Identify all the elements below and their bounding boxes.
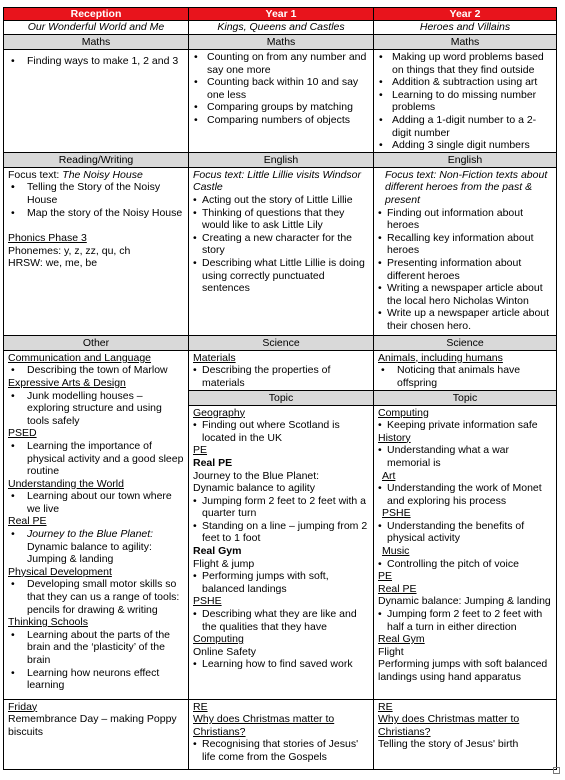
ead-heading: Expressive Arts & Design bbox=[8, 376, 126, 389]
topic-year2 bbox=[374, 405, 557, 699]
ead-item: • Junk modelling houses – exploring structure and using tools safely bbox=[8, 390, 184, 428]
header-year2: Year 2 bbox=[374, 8, 557, 21]
comp-item-year2: • Keeping private information safe bbox=[378, 419, 552, 432]
theme-row bbox=[4, 21, 557, 35]
gym-heading-year2: Real Gym bbox=[378, 633, 425, 646]
english-reception bbox=[4, 167, 189, 335]
gym-line-year2: Flight bbox=[378, 645, 404, 658]
final-year1 bbox=[189, 699, 374, 769]
pd-item: • Developing small motor skills so that they can us a range of tools: pencils for drawing & writing bbox=[8, 578, 184, 616]
final-row bbox=[4, 699, 557, 769]
pd-heading: Physical Development bbox=[8, 565, 112, 578]
english-label-year2: English bbox=[374, 152, 557, 167]
topic-label-year2: Topic bbox=[374, 390, 557, 405]
realpe-item-year1: • Standing on a line – jumping from 2 feet to 1 foot bbox=[193, 520, 369, 545]
gym-heading-year1: Real Gym bbox=[193, 545, 242, 558]
maths-year1-item: • Comparing groups by matching bbox=[193, 101, 369, 114]
maths-year2-item: • Adding 3 single digit numbers bbox=[378, 139, 552, 152]
maths-year1-item: • Counting back within 10 and say one less bbox=[193, 76, 369, 101]
maths-content-row bbox=[4, 50, 557, 153]
science-year2-heading: Animals, including humans bbox=[378, 351, 503, 364]
pshe-item-year2: • Understanding the benefits of physical activity bbox=[378, 520, 552, 545]
english-year1-item: • Acting out the story of Little Lillie bbox=[193, 194, 369, 207]
comm-heading: Communication and Language bbox=[8, 351, 152, 364]
realpe-item: • Journey to the Blue Planet: bbox=[8, 528, 184, 541]
theme-year2: Heroes and Villains bbox=[374, 21, 557, 35]
realpe-line-year1: Dynamic balance to agility bbox=[193, 482, 315, 495]
header-row bbox=[4, 8, 557, 21]
music-heading: Music bbox=[382, 545, 410, 558]
ts-item: • Learning about the parts of the brain and the ‘plasticity’ of the brain bbox=[8, 629, 184, 667]
final-reception bbox=[4, 699, 189, 769]
maths-label-reception: Maths bbox=[4, 35, 189, 50]
pshe-heading-year1: PSHE bbox=[193, 595, 222, 608]
realpe-item-year2: • Jumping form 2 feet to 2 feet with half a turn in either direction bbox=[378, 608, 552, 633]
psed-heading: PSED bbox=[8, 427, 37, 440]
english-year1-item: • Describing what Little Lillie is doing using correctly punctuated sentences bbox=[193, 257, 369, 295]
friday-heading: Friday bbox=[8, 700, 38, 713]
english-year2-item: • Presenting information about different heroes bbox=[378, 257, 552, 282]
pshe-item-year1: • Describing what they are like and the qualities that they have bbox=[193, 608, 369, 633]
re-question-year2: Why does Christmas matter to Christians? bbox=[378, 713, 520, 738]
re-item-year1: • Recognising that stories of Jesus' life come from the Gospels bbox=[193, 738, 369, 763]
utw-item: • Learning about our town where we live bbox=[8, 490, 184, 515]
curriculum-table bbox=[3, 7, 557, 770]
english-label-reception: Reading/Writing bbox=[4, 152, 189, 167]
science-content-row bbox=[4, 350, 557, 390]
realpe-line-year2: Dynamic balance: Jumping & landing bbox=[378, 595, 551, 608]
realpe-cont: Dynamic balance to agility: bbox=[27, 540, 152, 553]
english-year2 bbox=[374, 167, 557, 335]
friday-text: Remembrance Day – making Poppy biscuits bbox=[8, 713, 177, 738]
science-year2-item: • Noticing that animals have offspring bbox=[378, 364, 552, 389]
hrsw-text: HRSW: we, me, be bbox=[8, 257, 98, 270]
topic-label-year1: Topic bbox=[189, 390, 374, 405]
english-year1-item: • Creating a new character for the story bbox=[193, 232, 369, 257]
art-heading: Art bbox=[382, 469, 396, 482]
comp-line-year1: Online Safety bbox=[193, 645, 257, 658]
realpe-heading-year1: Real PE bbox=[193, 456, 233, 469]
comp-heading-year2: Computing bbox=[378, 406, 429, 419]
maths-label-row bbox=[4, 35, 557, 50]
english-content-row bbox=[4, 167, 557, 335]
maths-reception bbox=[4, 50, 189, 153]
science-label-year2: Science bbox=[374, 335, 557, 350]
english-label-year1: English bbox=[189, 152, 374, 167]
realpe-heading-reception: Real PE bbox=[8, 515, 47, 528]
focus-text-reception bbox=[8, 169, 184, 182]
other-science-label-row bbox=[4, 335, 557, 350]
psed-item: • Learning the importance of physical activity and a good sleep routine bbox=[8, 440, 184, 478]
phonics-heading: Phonics Phase 3 bbox=[8, 232, 87, 245]
ts-item: • Learning how neurons effect learning bbox=[8, 667, 184, 692]
ts-heading: Thinking Schools bbox=[8, 616, 88, 629]
final-year2 bbox=[374, 699, 557, 769]
re-question-year1: Why does Christmas matter to Christians? bbox=[193, 713, 335, 738]
focus-text-year1: Focus text: Little Lillie visits Windsor Castle bbox=[193, 168, 361, 194]
topic-year1 bbox=[189, 405, 374, 699]
other-label: Other bbox=[4, 335, 189, 350]
maths-year2-item: • Making up word problems based on things that they find outside bbox=[378, 51, 552, 76]
focus-title: The Noisy House bbox=[62, 168, 143, 181]
science-label-year1: Science bbox=[189, 335, 374, 350]
music-item: • Controlling the pitch of voice bbox=[378, 558, 552, 571]
maths-year1-item: • Counting on from any number and say one more bbox=[193, 51, 369, 76]
theme-reception: Our Wonderful World and Me bbox=[4, 21, 189, 35]
re-heading-year2: RE bbox=[378, 700, 393, 713]
english-reception-item: • Map the story of the Noisy House bbox=[8, 207, 184, 220]
maths-year1-item: • Comparing numbers of objects bbox=[193, 114, 369, 127]
utw-heading: Understanding the World bbox=[8, 477, 124, 490]
hist-item: • Understanding what a war memorial is bbox=[378, 444, 552, 469]
re-text-year2: Telling the story of Jesus' birth bbox=[378, 738, 519, 751]
maths-year2 bbox=[374, 50, 557, 153]
geo-heading: Geography bbox=[193, 406, 245, 419]
pshe-heading-year2: PSHE bbox=[382, 507, 411, 520]
comp-item-year1: • Learning how to find saved work bbox=[193, 658, 369, 671]
maths-year2-item: • Adding a 1-digit number to a 2-digit number bbox=[378, 114, 552, 139]
phonemes-text: Phonemes: y, z, zz, qu, ch bbox=[8, 244, 131, 257]
table-resize-handle[interactable] bbox=[553, 767, 560, 774]
maths-year2-item: • Addition & subtraction using art bbox=[378, 76, 552, 89]
maths-year1 bbox=[189, 50, 374, 153]
gym-text-year2: Performing jumps with soft balanced landings using hand apparatus bbox=[378, 658, 548, 683]
focus-label: Focus text: bbox=[8, 168, 63, 181]
hist-heading: History bbox=[378, 431, 411, 444]
maths-label-year1: Maths bbox=[189, 35, 374, 50]
realpe-item-year1: • Jumping form 2 feet to 2 feet with a quarter turn bbox=[193, 495, 369, 520]
art-item: • Understanding the work of Monet and exploring his process bbox=[378, 482, 552, 507]
english-reception-item: • Telling the Story of the Noisy House bbox=[8, 181, 184, 206]
science-year1 bbox=[189, 350, 374, 390]
focus-text-year2: Focus text: Non-Fiction texts about different heroes from the past & present bbox=[385, 168, 548, 206]
header-year1: Year 1 bbox=[189, 8, 374, 21]
maths-label-year2: Maths bbox=[374, 35, 557, 50]
header-reception: Reception bbox=[4, 8, 189, 21]
comm-item: • Describing the town of Marlow bbox=[8, 364, 184, 377]
pe-heading-year1: PE bbox=[193, 444, 208, 457]
realpe-cont: Jumping & landing bbox=[27, 553, 114, 566]
maths-reception-item: • Finding ways to make 1, 2 and 3 bbox=[8, 55, 184, 68]
re-heading-year1: RE bbox=[193, 700, 208, 713]
pe-heading-year2: PE bbox=[378, 570, 393, 583]
other-reception bbox=[4, 350, 189, 699]
english-year1 bbox=[189, 167, 374, 335]
gym-item-year1: • Performing jumps with soft, balanced landings bbox=[193, 570, 369, 595]
comp-heading-year1: Computing bbox=[193, 633, 244, 646]
maths-year2-item: • Learning to do missing number problems bbox=[378, 89, 552, 114]
english-label-row bbox=[4, 152, 557, 167]
english-year1-item: • Thinking of questions that they would like to ask Little Lily bbox=[193, 207, 369, 232]
english-year2-item: • Finding out information about heroes bbox=[378, 207, 552, 232]
science-year1-item: • Describing the properties of materials bbox=[193, 364, 369, 389]
geo-item: • Finding out where Scotland is located in the UK bbox=[193, 419, 369, 444]
realpe-line-year1: Journey to the Blue Planet: bbox=[193, 469, 320, 482]
english-year2-item: • Write up a newspaper article about their chosen hero. bbox=[378, 307, 552, 332]
realpe-heading-year2: Real PE bbox=[378, 582, 417, 595]
english-year2-item: • Recalling key information about heroes bbox=[378, 232, 552, 257]
english-year2-item: • Writing a newspaper article about the local hero Nicholas Winton bbox=[378, 282, 552, 307]
gym-line-year1: Flight & jump bbox=[193, 557, 255, 570]
science-year1-heading: Materials bbox=[193, 351, 236, 364]
theme-year1: Kings, Queens and Castles bbox=[189, 21, 374, 35]
science-year2 bbox=[374, 350, 557, 390]
